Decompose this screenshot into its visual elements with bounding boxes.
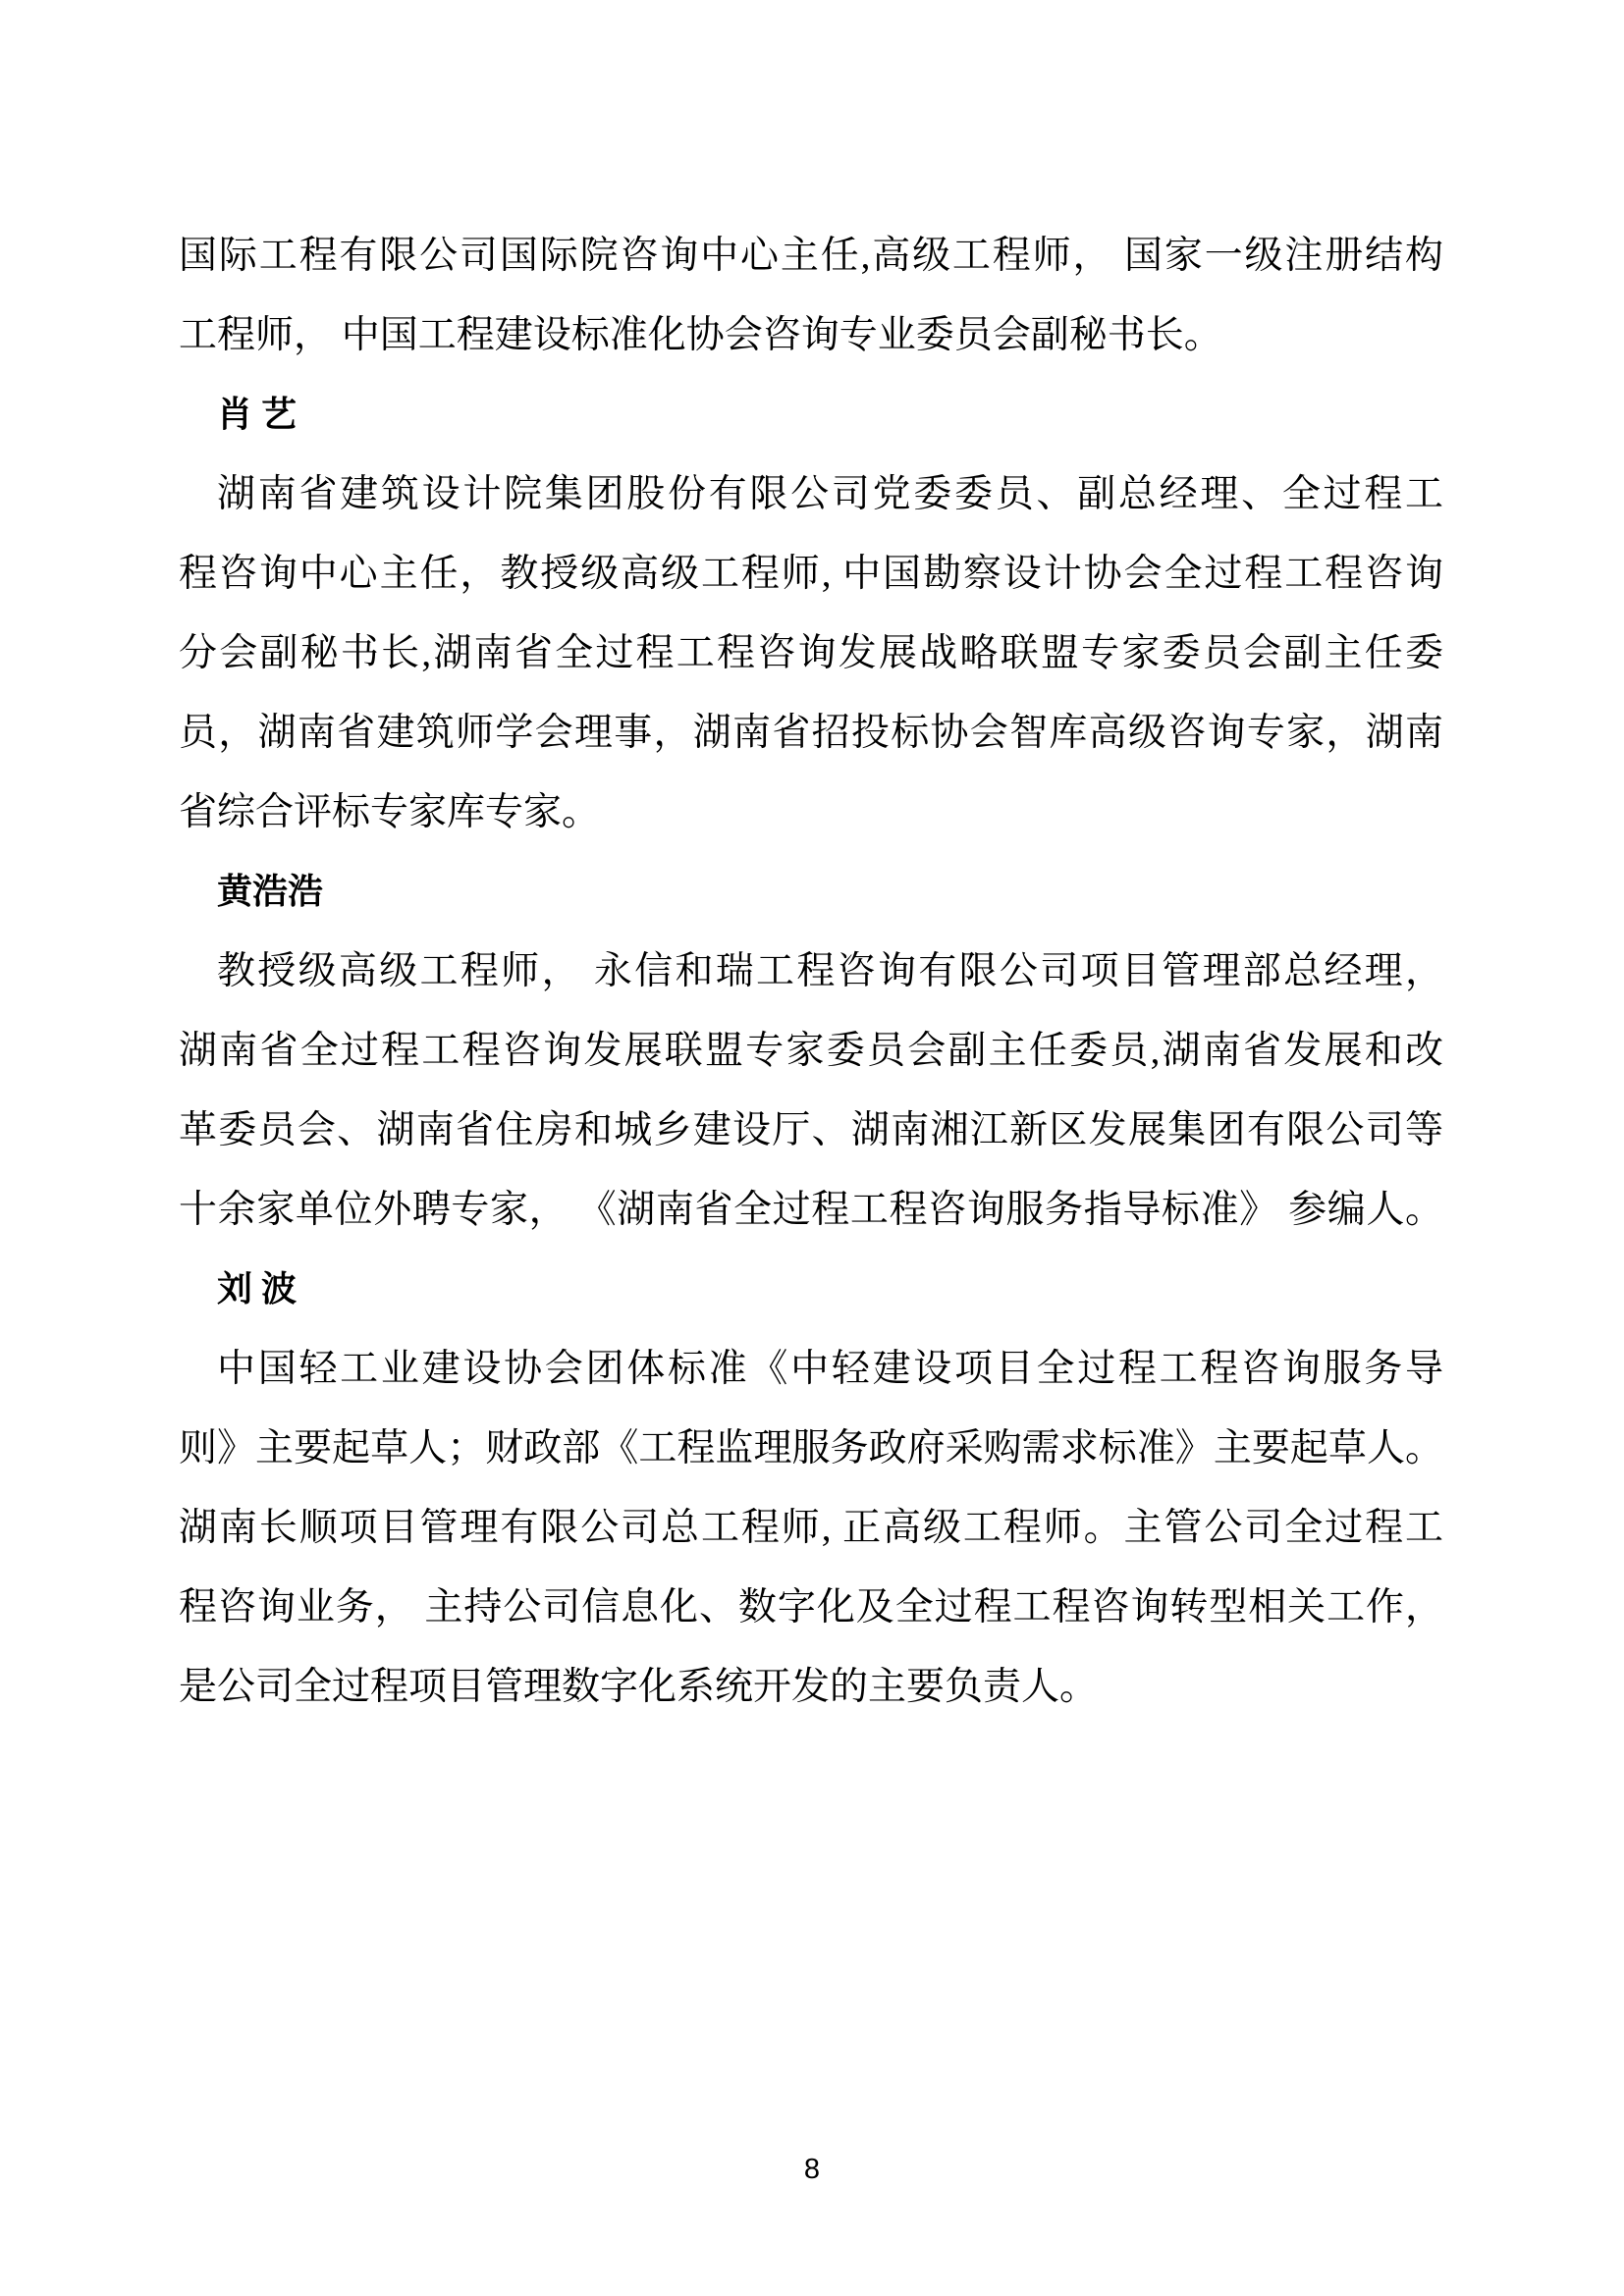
body-text-line: 革委员会、湖南省住房和城乡建设厅、湖南湘江新区发展集团有限公司等 xyxy=(179,1109,1443,1151)
body-text-line: 省综合评标专家库专家。 xyxy=(179,791,601,833)
body-text-line: 湖南省建筑设计院集团股份有限公司党委委员、副总经理、全过程工 xyxy=(217,473,1443,515)
body-text-line: 分会副秘书长,湖南省全过程工程咨询发展战略联盟专家委员会副主任委 xyxy=(179,632,1443,674)
person-name-heading: 肖 艺 xyxy=(217,395,298,434)
person-name-heading: 刘 波 xyxy=(217,1269,298,1308)
body-text-line: 工程师， 中国工程建设标准化协会咨询专业委员会副秘书长。 xyxy=(179,314,1222,356)
body-text-line: 中国轻工业建设协会团体标准《中轻建设项目全过程工程咨询服务导 xyxy=(217,1348,1443,1390)
body-text-line: 教授级高级工程师， 永信和瑞工程咨询有限公司项目管理部总经理， xyxy=(217,950,1443,992)
body-text-line: 湖南省全过程工程咨询发展联盟专家委员会副主任委员,湖南省发展和改 xyxy=(179,1030,1443,1072)
body-text-line: 国际工程有限公司国际院咨询中心主任,高级工程师， 国家一级注册结构 xyxy=(179,235,1443,277)
body-text-line: 十余家单位外聘专家， 《湖南省全过程工程咨询服务指导标准》 参编人。 xyxy=(179,1189,1443,1231)
body-text-line: 湖南长顺项目管理有限公司总工程师, 正高级工程师。主管公司全过程工 xyxy=(179,1507,1443,1549)
body-text-line: 员，湖南省建筑师学会理事，湖南省招投标协会智库高级咨询专家，湖南 xyxy=(179,712,1443,754)
body-text-line: 则》主要起草人；财政部《工程监理服务政府采购需求标准》主要起草人。 xyxy=(179,1427,1443,1469)
body-text-line: 是公司全过程项目管理数字化系统开发的主要负责人。 xyxy=(179,1666,1099,1708)
body-text-line: 程咨询业务， 主持公司信息化、数字化及全过程工程咨询转型相关工作， xyxy=(179,1586,1443,1629)
body-text-line: 程咨询中心主任，教授级高级工程师, 中国勘察设计协会全过程工程咨询 xyxy=(179,553,1443,595)
person-name-heading: 黄浩浩 xyxy=(217,872,324,911)
page-body-text xyxy=(179,216,1443,1727)
page-number: 8 xyxy=(803,2154,821,2185)
